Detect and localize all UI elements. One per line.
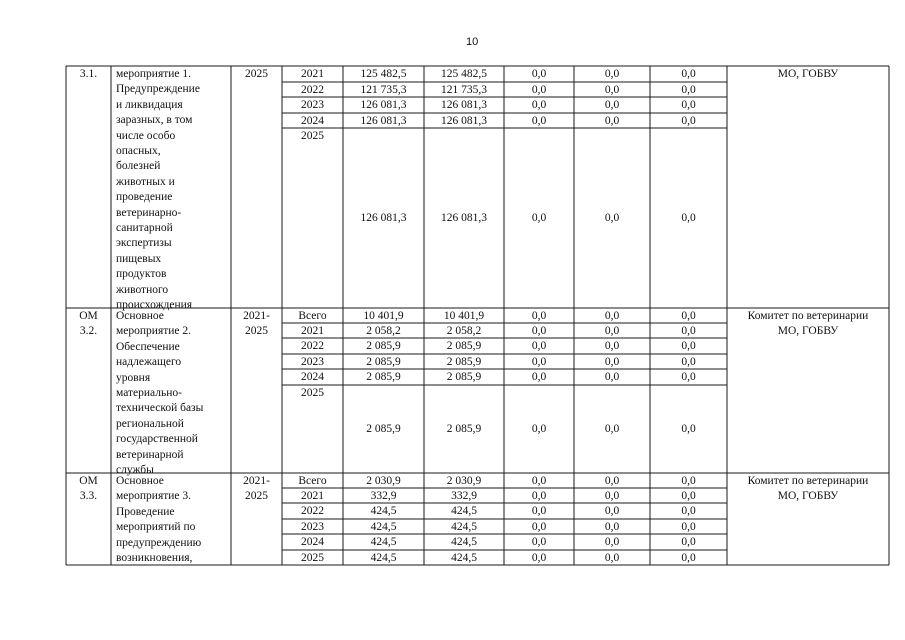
value-v5: 0,0 [681, 356, 696, 368]
value-v4: 0,0 [604, 99, 620, 111]
value-v2: 126 081,3 [441, 99, 487, 111]
value-v4: 0,0 [604, 325, 620, 337]
year-label: 2021 [301, 325, 324, 337]
row-name-line: мероприятий по [116, 521, 196, 534]
value-v1: 424,5 [370, 505, 397, 517]
value-v1: 126 081,3 [360, 99, 407, 111]
value-v2: 424,5 [451, 505, 477, 517]
value-v4: 0,0 [604, 310, 620, 322]
row-name-line: Основное [116, 475, 164, 487]
value-v3: 0,0 [531, 371, 547, 383]
year-label: 2022 [301, 340, 324, 352]
value-v1: 2 085,9 [366, 423, 401, 435]
row-name-line: региональной [116, 417, 184, 430]
value-v5: 0,0 [681, 536, 696, 548]
value-v4: 0,0 [604, 371, 620, 383]
value-v3: 0,0 [531, 552, 547, 564]
page-number: 10 [466, 36, 479, 48]
row-name-line: материально- [116, 387, 182, 399]
value-v2: 126 081,3 [441, 115, 487, 127]
value-v1: 2 030,9 [366, 475, 401, 487]
year-label: 2022 [301, 84, 324, 96]
value-v1: 2 085,9 [366, 371, 401, 383]
value-v3: 0,0 [531, 475, 547, 487]
value-v5: 0,0 [681, 212, 696, 224]
value-v1: 125 482,5 [360, 68, 407, 80]
row-name-line: предупреждению [116, 536, 202, 549]
value-v5: 0,0 [681, 490, 696, 502]
value-v2: 2 058,2 [446, 325, 482, 337]
row-name-line: надлежащего [116, 356, 182, 369]
year-label: 2025 [301, 387, 324, 399]
row-executor-line: МО, ГОБВУ [777, 490, 839, 503]
row-name-line: экспертизы [116, 237, 172, 250]
row-code-line: 3.3. [79, 490, 98, 503]
value-v3: 0,0 [531, 521, 547, 533]
row-period-line: 2021- [243, 475, 270, 487]
value-v4: 0,0 [604, 505, 620, 517]
value-v3: 0,0 [531, 423, 547, 435]
value-v4: 0,0 [604, 552, 620, 564]
row-period-line: 2025 [245, 325, 268, 338]
year-label: 2021 [301, 68, 324, 80]
value-v2: 2 085,9 [446, 371, 482, 383]
row-name-line: мероприятие 2. [116, 325, 192, 338]
value-v3: 0,0 [531, 356, 547, 368]
value-v2: 332,9 [451, 490, 477, 502]
value-v3: 0,0 [531, 99, 547, 111]
value-v2: 424,5 [451, 552, 477, 564]
value-v3: 0,0 [531, 340, 547, 352]
row-name-line: животного [116, 283, 169, 296]
value-v2: 126 081,3 [441, 212, 487, 224]
row-name-line: пищевых [116, 252, 162, 265]
row-executor-line: МО, ГОБВУ [777, 325, 839, 338]
row-name-line: проведение [116, 191, 173, 204]
value-v5: 0,0 [681, 521, 696, 533]
row-executor-line: Комитет по ветеринарии [747, 310, 869, 322]
row-name-line: животных и [116, 175, 175, 188]
value-v5: 0,0 [681, 325, 696, 337]
value-v1: 332,9 [370, 490, 397, 502]
value-v2: 424,5 [451, 536, 477, 548]
value-v4: 0,0 [604, 68, 620, 80]
row-name-line: числе особо [116, 129, 176, 142]
value-v4: 0,0 [604, 521, 620, 533]
value-v1: 2 058,2 [366, 325, 401, 337]
row-code-line: 3.2. [79, 325, 98, 338]
value-v5: 0,0 [681, 115, 696, 127]
value-v5: 0,0 [681, 475, 696, 487]
value-v3: 0,0 [531, 212, 547, 224]
row-name-line: и ликвидация [116, 98, 183, 111]
row-period: 2025 [245, 68, 268, 80]
value-v4: 0,0 [604, 356, 620, 368]
year-label: 2023 [301, 99, 324, 111]
year-label: 2024 [301, 536, 324, 548]
value-v2: 2 030,9 [446, 475, 482, 487]
year-label: 2024 [301, 115, 324, 127]
year-label: 2023 [301, 521, 324, 533]
value-v4: 0,0 [604, 84, 620, 96]
row-name-line: происхождения [116, 299, 193, 311]
value-v4: 0,0 [604, 490, 620, 502]
value-v1: 424,5 [370, 536, 397, 548]
value-v2: 10 401,9 [443, 310, 485, 322]
row-name-line: технической базы [116, 402, 204, 415]
row-name-line: Основное [116, 310, 164, 322]
row-executor-line: Комитет по ветеринарии [747, 475, 869, 487]
row-code-line: ОМ [79, 310, 98, 322]
value-v1: 2 085,9 [366, 356, 401, 368]
value-v2: 424,5 [451, 521, 477, 533]
row-name-line: возникновения, [116, 552, 193, 564]
value-v4: 0,0 [604, 115, 620, 127]
value-v4: 0,0 [604, 423, 620, 435]
value-v2: 2 085,9 [446, 340, 482, 352]
value-v5: 0,0 [681, 371, 696, 383]
row-executor-line: МО, ГОБВУ [777, 68, 839, 80]
value-v5: 0,0 [681, 310, 696, 322]
value-v2: 121 735,3 [441, 84, 487, 96]
value-v1: 2 085,9 [366, 340, 401, 352]
value-v1: 126 081,3 [360, 212, 407, 224]
year-label: 2022 [301, 505, 324, 517]
value-v3: 0,0 [531, 325, 547, 337]
row-name-line: заразных, в том [116, 114, 193, 127]
row-name-line: государственной [116, 433, 198, 446]
row-name-line: мероприятие 3. [116, 490, 192, 503]
value-v2: 2 085,9 [446, 356, 482, 368]
value-v1: 126 081,3 [360, 115, 407, 127]
value-v1: 10 401,9 [363, 310, 404, 322]
value-v3: 0,0 [531, 536, 547, 548]
row-name-line: Проведение [116, 505, 175, 518]
row-name-line: продуктов [116, 268, 167, 281]
value-v4: 0,0 [604, 212, 620, 224]
value-v5: 0,0 [681, 423, 696, 435]
row-name-line: Обеспечение [116, 340, 180, 353]
row-name-line: Предупреждение [116, 83, 200, 96]
value-v5: 0,0 [681, 552, 696, 564]
year-label: 2025 [301, 552, 324, 564]
value-v5: 0,0 [681, 340, 696, 352]
row-name-line: ветеринарной [116, 448, 184, 461]
year-label: 2024 [301, 371, 324, 383]
value-v4: 0,0 [604, 536, 620, 548]
row-name-line: уровня [116, 371, 151, 384]
value-v1: 424,5 [370, 521, 397, 533]
row-name-line: ветеринарно- [116, 206, 182, 219]
value-v3: 0,0 [531, 310, 547, 322]
year-label: Всего [298, 310, 327, 322]
row-name-line: болезней [116, 160, 161, 173]
row-period-line: 2021- [243, 310, 270, 322]
value-v5: 0,0 [681, 99, 696, 111]
value-v5: 0,0 [681, 68, 696, 80]
value-v3: 0,0 [531, 115, 547, 127]
row-code: 3.1. [79, 68, 98, 80]
year-label: 2023 [301, 356, 324, 368]
value-v3: 0,0 [531, 84, 547, 96]
row-name-line: санитарной [116, 222, 173, 234]
value-v3: 0,0 [531, 505, 547, 517]
value-v5: 0,0 [681, 505, 696, 517]
value-v1: 424,5 [370, 552, 397, 564]
year-label: 2025 [301, 130, 324, 142]
row-name-line: мероприятие 1. [116, 68, 192, 80]
value-v2: 2 085,9 [446, 423, 482, 435]
value-v4: 0,0 [604, 475, 620, 487]
row-period-line: 2025 [245, 490, 268, 503]
value-v3: 0,0 [531, 68, 547, 80]
value-v5: 0,0 [681, 84, 696, 96]
year-label: Всего [298, 475, 327, 487]
value-v3: 0,0 [531, 490, 547, 502]
value-v1: 121 735,3 [360, 84, 407, 96]
row-code-line: ОМ [79, 475, 98, 487]
year-label: 2021 [301, 490, 324, 502]
row-name-line: опасных, [116, 145, 161, 157]
row-name-line: службы [116, 464, 154, 476]
value-v4: 0,0 [604, 340, 620, 352]
value-v2: 125 482,5 [441, 68, 487, 80]
